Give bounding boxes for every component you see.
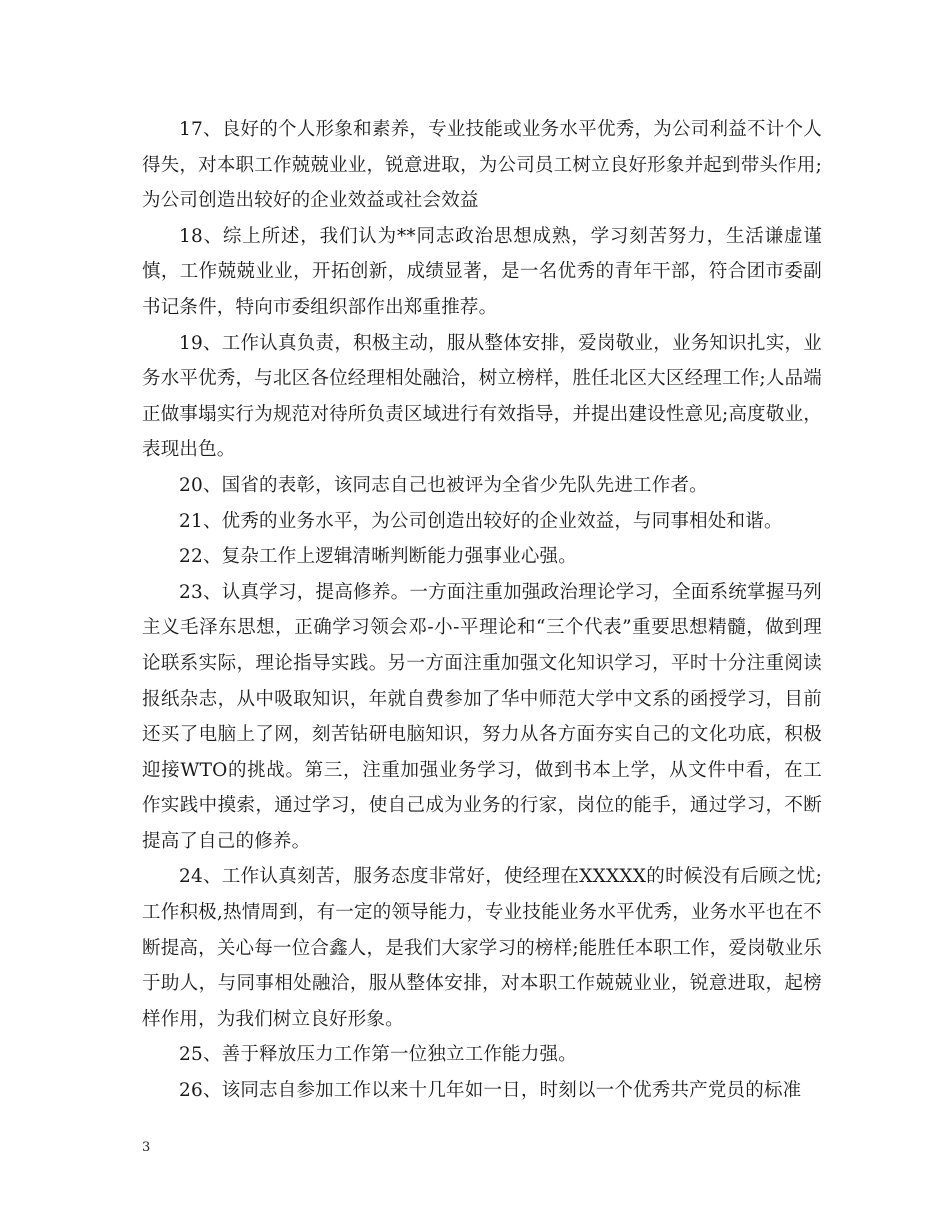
paragraph-25: 25、善于释放压力工作第一位独立工作能力强。	[179, 1044, 577, 1066]
paragraph-22: 22、复杂工作上逻辑清晰判断能力强事业心强。	[179, 546, 577, 568]
paragraph-26: 26、该同志自参加工作以来十几年如一日，时刻以一个优秀共产党员的标准	[179, 1080, 802, 1102]
paragraph-24: 24、工作认真刻苦，服务态度非常好，使经理在XXXXX的时候没有后顾之忧;工作积极,热情周到，有一定的领导能力，专业技能业务水平优秀，业务水平也在不断提高，关心每一位合鑫人，是我们大家学习的榜样;能胜任本职工作，爱岗敬业乐于助人，与同事相处融洽，服从整体安排，对本职工作兢兢业业，锐意进取，起榜样作用，为我们树立良好形象。	[142, 866, 822, 1030]
paragraph-17: 17、良好的个人形象和素养，专业技能或业务水平优秀，为公司利益不计个人得失，对本职工作兢兢业业，锐意进取，为公司员工树立良好形象并起到带头作用;为公司创造出较好的企业效益或社会效益	[142, 119, 822, 212]
paragraph-21: 21、优秀的业务水平，为公司创造出较好的企业效益，与同事相处和谐。	[179, 510, 783, 532]
paragraph-20: 20、国省的表彰，该同志自己也被评为全省少先队先进工作者。	[179, 474, 708, 496]
paragraph-19: 19、工作认真负责，积极主动，服从整体安排，爱岗敬业，业务知识扎实，业务水平优秀，与北区各位经理相处融洽，树立榜样，胜任北区大区经理工作;人品端正做事塌实行为规范对待所负责区域进行有效指导，并提出建设性意见;高度敬业，表现出色。	[142, 332, 822, 461]
document-body	[142, 112, 822, 1109]
paragraph-18: 18、综上所述，我们认为**同志政治思想成熟，学习刻苦努力，生活谦虚谨慎，工作兢兢业业，开拓创新，成绩显著，是一名优秀的青年干部，符合团市委副书记条件，特向市委组织部作出郑重推荐。	[142, 225, 822, 318]
page-number: 3	[142, 1140, 151, 1155]
paragraph-23: 23、认真学习，提高修养。一方面注重加强政治理论学习，全面系统掌握马列主义毛泽东思想，正确学习领会邓-小-平理论和“三个代表”重要思想精髓，做到理论联系实际，理论指导实践。另一方面注重加强文化知识学习，平时十分注重阅读报纸杂志，从中吸取知识，年就自费参加了华中师范大学中文系的函授学习，目前还买了电脑上了网，刻苦钻研电脑知识，努力从各方面夯实自己的文化功底，积极迎接WTO的挑战。第三，注重加强业务学习，做到书本上学，从文件中看，在工作实践中摸索，通过学习，使自己成为业务的行家，岗位的能手，通过学习，不断提高了自己的修养。	[142, 581, 822, 852]
